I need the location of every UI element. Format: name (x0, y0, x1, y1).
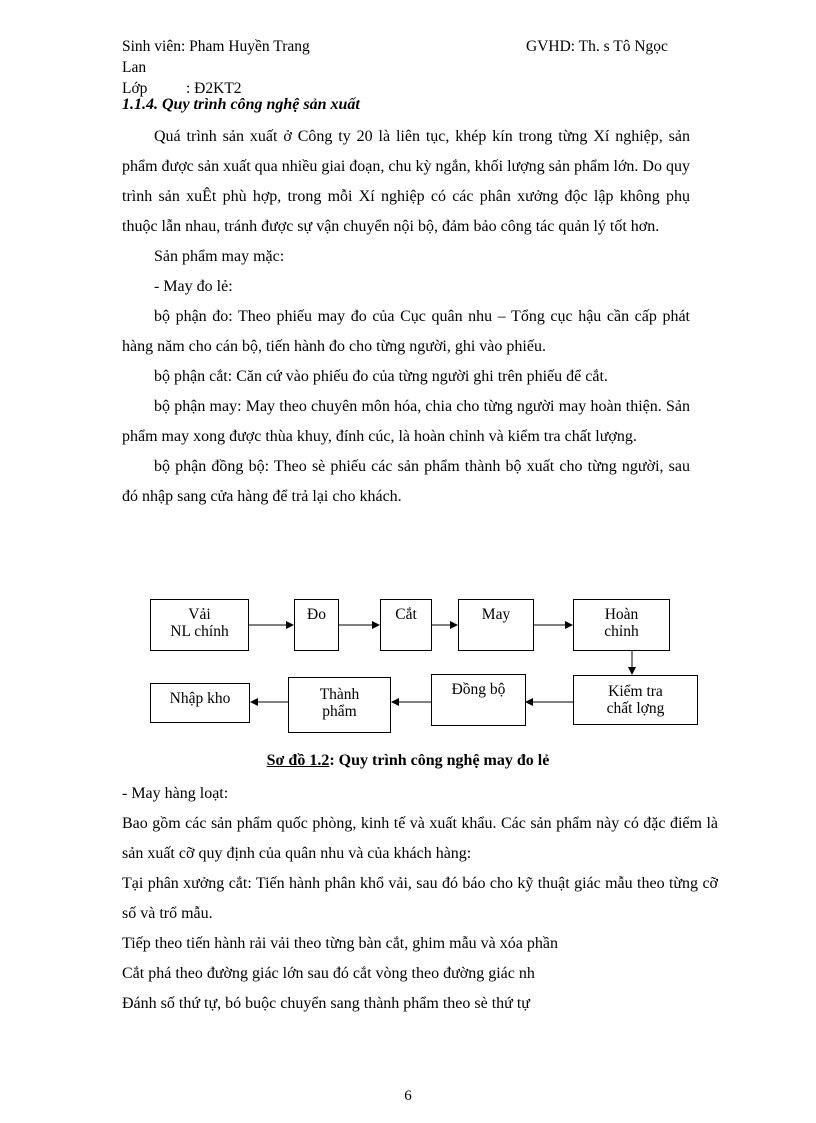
class-value: : Đ2KT2 (186, 80, 242, 97)
paragraph: bộ phận đo: Theo phiếu may đo của Cục quân nhu – Tổng cục hậu cần cấp phát hàng năm cho cán bộ, tiến hành đo cho từng người, ghi vào phiếu. (122, 308, 690, 355)
supervisor-label: GVHD: Th. s Tô Ngọc (526, 38, 668, 55)
student-label-cont: Lan (122, 59, 147, 76)
page-number: 6 (404, 1088, 412, 1104)
box-thanh-pham (288, 677, 391, 733)
paragraph: Tiếp theo tiến hành rải vải theo từng bàn cắt, ghim mẫu và xóa phần (122, 935, 558, 952)
paragraph: Quá trình sản xuất ở Công ty 20 là liên tục, khép kín trong từng Xí nghiệp, sản phẩm được sản xuất qua nhiều giai đoạn, chu kỳ ngắn, khối lượng sản phẩm lớn. Do quy trình sản xuÊt phù hợp, trong mỗi Xí nghiệp có các phân xưởng độc lập không phụ thuộc lẫn nhau, tránh được sự vận chuyển nội bộ, đảm bảo công tác quản lý tốt hơn. (122, 128, 690, 235)
box-nhap-label: Nhập kho (169, 690, 231, 707)
paragraph: Cắt phá theo đường giác lớn sau đó cắt vòng theo đường giác nh (122, 965, 535, 982)
box-may (458, 599, 534, 651)
box-cat-label: Cắt (395, 606, 417, 623)
caption-text: : Quy trình công nghệ may đo lẻ (329, 752, 550, 769)
section-title: 1.1.4. Quy trình công nghệ sản xuất (122, 96, 360, 113)
class-label: Lớp (122, 80, 148, 97)
paragraph: - May hàng loạt: (122, 785, 229, 802)
body-text (122, 122, 690, 512)
box-dong-bo (431, 674, 526, 726)
paragraph: bộ phận đồng bộ: Theo sè phiếu các sản phẩm thành bộ xuất cho từng người, sau đó nhập sang cửa hàng để trả lại cho khách. (122, 458, 690, 505)
caption-prefix: Sơ đồ 1.2 (266, 752, 330, 769)
box-hoan-chinh (573, 599, 670, 651)
paragraph: Sản phẩm may mặc: (154, 248, 285, 265)
box-kiem-tra (573, 675, 698, 725)
box-thanh-line2: phẩm (322, 703, 357, 720)
box-vai-nl-chinh (150, 599, 249, 651)
box-do (294, 599, 339, 651)
paragraph: Tại phân xưởng cắt: Tiến hành phân khổ vải, sau đó báo cho kỹ thuật giác mẫu theo từng cỡ số và trổ mẫu. (122, 875, 718, 922)
box-cat (380, 599, 432, 651)
paragraph: Bao gồm các sản phẩm quốc phòng, kinh tế và xuất khẩu. Các sản phẩm này có đặc điểm là sản xuất cỡ quy định của quân nhu và của khách hàng: (122, 815, 718, 862)
page-header (122, 36, 702, 99)
box-kiem-line1: Kiểm tra (608, 683, 663, 700)
student-label: Sinh viên: Pham Huyền Trang (122, 38, 310, 55)
box-vai-line1: Vải (188, 606, 211, 623)
box-vai-line2: NL chính (170, 623, 229, 640)
box-thanh-line1: Thành (319, 686, 360, 703)
box-may-label: May (481, 606, 511, 623)
box-kiem-line2: chất lợng (606, 700, 665, 717)
box-nhap-kho (150, 683, 250, 723)
box-hoan-line1: Hoàn (604, 606, 639, 623)
paragraph: bộ phận cắt: Căn cứ vào phiếu đo của từng người ghi trên phiếu để cắt. (154, 368, 608, 385)
paragraph: Đánh số thứ tự, bó buộc chuyển sang thành phẩm theo sè thứ tự (122, 995, 530, 1012)
box-dongbo-label: Đồng bộ (451, 681, 506, 698)
box-hoan-line2: chỉnh (604, 623, 639, 640)
diagram-caption (0, 752, 816, 770)
box-do-label: Đo (307, 606, 326, 623)
paragraph: - May đo lẻ: (154, 278, 233, 295)
paragraph: bộ phận may: May theo chuyên môn hóa, chia cho từng người may hoàn thiện. Sản phẩm may xong được thùa khuy, đính cúc, là hoàn chỉnh và kiểm tra chất lượng. (122, 398, 690, 445)
body-text-2 (122, 779, 718, 1019)
